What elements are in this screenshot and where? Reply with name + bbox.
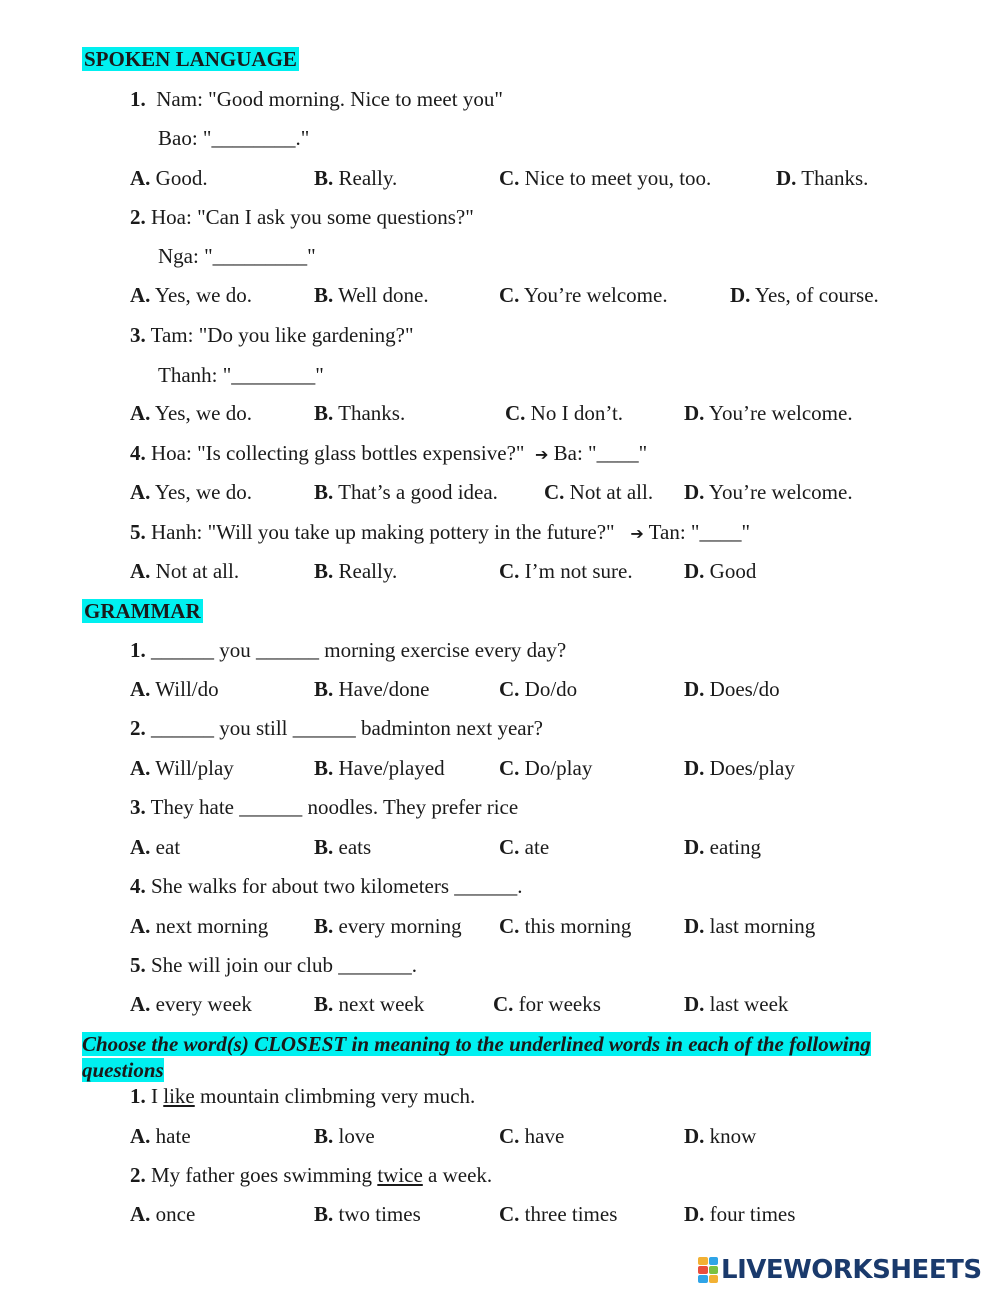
grammar-q2: 2. ______ you still ______ badminton next year? (130, 716, 543, 740)
option-b[interactable]: B. eats (314, 835, 372, 859)
spoken-q3: 3. Tam: "Do you like gardening?" (130, 323, 414, 347)
option-a[interactable]: A. Good. (130, 166, 208, 190)
option-a[interactable]: A. Yes, we do. (130, 283, 252, 307)
grammar-q1: 1. ______ you ______ morning exercise every day? (130, 638, 567, 662)
option-d[interactable]: D. You’re welcome. (684, 401, 853, 425)
spoken-q1-reply: Bao: "________." (158, 126, 310, 150)
option-a[interactable]: A. Yes, we do. (130, 401, 252, 425)
spoken-q3-reply: Thanh: "________" (158, 363, 324, 387)
option-b[interactable]: B. love (314, 1124, 375, 1148)
option-b[interactable]: B. Really. (314, 166, 398, 190)
grammar-q5: 5. She will join our club _______. (130, 953, 417, 977)
option-c[interactable]: C. ate (499, 835, 550, 859)
logo-blocks-icon (698, 1257, 718, 1283)
grammar-q3: 3. They hate ______ noodles. They prefer rice (130, 795, 519, 819)
option-d[interactable]: D. eating (684, 835, 761, 859)
spoken-q1 (130, 87, 503, 111)
spoken-q4: 4. Hoa: "Is collecting glass bottles expensive?" ➔ Ba: "____" (130, 441, 648, 465)
option-c[interactable]: C. this morning (499, 914, 632, 938)
option-a[interactable]: A. once (130, 1202, 196, 1226)
grammar-q4: 4. She walks for about two kilometers ______. (130, 874, 523, 898)
option-a[interactable]: A. hate (130, 1124, 191, 1148)
option-a[interactable]: A. Will/do (130, 677, 219, 701)
closest-q1: 1. I like mountain climbming very much. (130, 1084, 476, 1108)
option-c[interactable]: C. Do/do (499, 677, 578, 701)
option-a[interactable]: A. Not at all. (130, 559, 240, 583)
option-c[interactable]: C. three times (499, 1202, 618, 1226)
option-b[interactable]: B. Have/done (314, 677, 430, 701)
option-c[interactable]: C. You’re welcome. (499, 283, 668, 307)
option-b[interactable]: B. Have/played (314, 756, 445, 780)
question-number: 1. (130, 87, 146, 111)
option-b[interactable]: B. next week (314, 992, 425, 1016)
option-d[interactable]: D. Does/do (684, 677, 780, 701)
option-c[interactable]: C. for weeks (493, 992, 601, 1016)
option-d[interactable]: D. Thanks. (776, 166, 869, 190)
option-d[interactable]: D. Yes, of course. (730, 283, 879, 307)
option-d[interactable]: D. last morning (684, 914, 816, 938)
option-d[interactable]: D. last week (684, 992, 789, 1016)
liveworksheets-logo (698, 1254, 994, 1286)
option-c[interactable]: C. No I don’t. (505, 401, 624, 425)
option-d[interactable]: D. Does/play (684, 756, 795, 780)
option-c[interactable]: C. Not at all. (544, 480, 654, 504)
option-b[interactable]: B. That’s a good idea. (314, 480, 498, 504)
option-b[interactable]: B. every morning (314, 914, 462, 938)
spoken-q2-reply: Nga: "_________" (158, 244, 316, 268)
option-d[interactable]: D. Good (684, 559, 757, 583)
underlined-word: like (163, 1084, 195, 1108)
spoken-q2: 2. Hoa: "Can I ask you some questions?" (130, 205, 474, 229)
arrow-right-icon: ➔ (534, 445, 549, 464)
option-c[interactable]: C. I’m not sure. (499, 559, 633, 583)
option-a[interactable]: A. next morning (130, 914, 269, 938)
option-a[interactable]: A. Will/play (130, 756, 234, 780)
option-b[interactable]: B. Really. (314, 559, 398, 583)
arrow-right-icon: ➔ (630, 524, 644, 543)
closest-q2: 2. My father goes swimming twice a week. (130, 1163, 493, 1187)
option-a[interactable]: A. eat (130, 835, 181, 859)
option-a[interactable]: A. every week (130, 992, 252, 1016)
option-d[interactable]: D. know (684, 1124, 757, 1148)
underlined-word: twice (377, 1163, 423, 1187)
section-heading-grammar: GRAMMAR (84, 599, 201, 623)
section-heading-closest-meaning: Choose the word(s) CLOSEST in meaning to the underlined words in each of the following questions (82, 1032, 871, 1082)
option-c[interactable]: C. Do/play (499, 756, 593, 780)
spoken-q5: 5. Hanh: "Will you take up making pottery in the future?" ➔ Tan: "____" (130, 520, 751, 544)
option-c[interactable]: C. Nice to meet you, too. (499, 166, 712, 190)
option-d[interactable]: D. You’re welcome. (684, 480, 853, 504)
option-c[interactable]: C. have (499, 1124, 565, 1148)
option-b[interactable]: B. two times (314, 1202, 421, 1226)
option-d[interactable]: D. four times (684, 1202, 796, 1226)
brand-name: LIVEWORKSHEETS (721, 1255, 982, 1285)
section-heading-spoken-language: SPOKEN LANGUAGE (84, 47, 297, 71)
question-text: Nam: "Good morning. Nice to meet you" (156, 87, 503, 111)
option-b[interactable]: B. Thanks. (314, 401, 406, 425)
option-b[interactable]: B. Well done. (314, 283, 429, 307)
option-a[interactable]: A. Yes, we do. (130, 480, 252, 504)
